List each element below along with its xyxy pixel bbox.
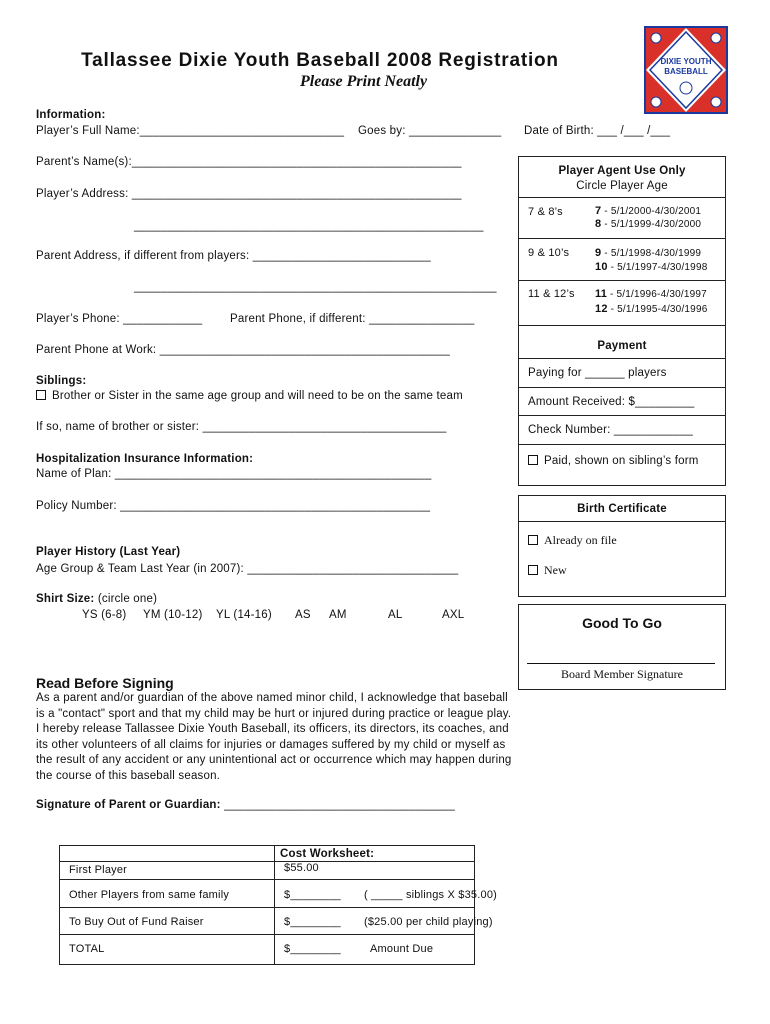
player-agent-box [518,156,726,486]
cost-row-note[interactable]: ( _____ siblings X $35.00) [364,889,498,901]
cost-row-note: ($25.00 per child playing) [364,916,493,928]
payment-title: Payment [597,340,647,352]
goes-by-field[interactable]: Goes by: ______________ [358,125,502,137]
age-7-range[interactable]: 7 - 5/1/2000-4/30/2001 [595,205,702,217]
plan-name-field[interactable]: Name of Plan: ________________________________________________ [36,468,432,480]
same-team-checkbox[interactable] [36,390,463,402]
svg-text:DIXIE YOUTH: DIXIE YOUTH [660,57,712,66]
cost-total-amount[interactable]: $________ [284,943,341,955]
parent-address-line2[interactable]: _______________________________________________________ [134,281,497,293]
date-of-birth-field[interactable]: Date of Birth: ___ /___ /___ [524,125,671,137]
cost-row-label: Other Players from same family [69,889,230,901]
parent-address-field[interactable]: Parent Address, if different from players: ___________________________ [36,250,431,262]
board-signature-label: Board Member Signature [561,667,683,681]
shirt-size-label: Shirt Size: (circle one) [36,593,158,605]
parent-phone-field[interactable]: Parent Phone, if different: ________________ [230,313,475,325]
siblings-heading: Siblings: [36,375,87,387]
checkbox-icon[interactable] [528,565,538,575]
checkbox-icon[interactable] [528,535,538,545]
new-certificate-checkbox[interactable]: New [528,563,567,578]
good-to-go-title: Good To Go [582,615,662,631]
shirt-size-al[interactable]: AL [388,609,403,621]
cost-total-label: TOTAL [69,943,105,955]
cost-worksheet-title: Cost Worksheet: [280,848,375,860]
age-10-range[interactable]: 10 - 5/1/1997-4/30/1998 [595,261,708,273]
league-logo [644,26,728,114]
checkbox-icon[interactable] [528,455,538,465]
age-group-11-12: 11 & 12’s [528,288,575,300]
check-number-field[interactable]: Check Number: ____________ [528,424,694,436]
player-address-line2[interactable]: _____________________________________________________ [134,220,484,232]
already-on-file-checkbox[interactable]: Already on file [528,533,617,548]
page-subtitle: Please Print Neatly [300,73,428,90]
parents-names-field[interactable]: Parent’s Name(s):__________________________________________________ [36,156,462,168]
cost-row-amount[interactable]: $________ [284,916,341,928]
parent-work-phone-field[interactable]: Parent Phone at Work: ____________________________________________ [36,344,450,356]
age-8-range[interactable]: 8 - 5/1/1999-4/30/2000 [595,218,702,230]
cost-row-label: To Buy Out of Fund Raiser [69,916,204,928]
birth-certificate-title: Birth Certificate [577,503,667,515]
checkbox-icon[interactable] [36,390,46,400]
release-heading: Read Before Signing [36,675,174,691]
player-name-field[interactable]: Player’s Full Name:_______________________________ [36,125,345,137]
good-to-go-box [518,604,726,690]
release-text: As a parent and/or guardian of the above named minor child, I acknowledge that baseball is a "contact" sport and that my child may be hurt or injured during practice or league play. I hereby release Tallassee Dixie Youth Baseball, its officers, its directors, its coaches, and its other volunteers of all claims for injuries or damages suffered by my child or myself as the result of any accident or any unintentional act or occurrence which may happen during the course of this baseball season. [36,692,512,782]
shirt-size-ym[interactable]: YM (10-12) [143,609,203,621]
player-address-field[interactable]: Player’s Address: __________________________________________________ [36,188,462,200]
age-group-9-10: 9 & 10’s [528,247,570,259]
shirt-size-axl[interactable]: AXL [442,609,465,621]
cost-worksheet [59,845,498,965]
age-12-range[interactable]: 12 - 5/1/1995-4/30/1996 [595,303,708,315]
history-heading: Player History (Last Year) [36,546,181,558]
agent-subtitle: Circle Player Age [576,180,668,192]
age-9-range[interactable]: 9 - 5/1/1998-4/30/1999 [595,247,702,259]
paying-for-field[interactable]: Paying for ______ players [528,367,667,379]
shirt-size-as[interactable]: AS [295,609,311,621]
same-team-label: Brother or Sister in the same age group and will need to be on the same team [52,390,463,402]
amount-received-field[interactable]: Amount Received: $_________ [528,396,695,408]
cost-row-label: First Player [69,864,128,876]
cost-total-note: Amount Due [370,943,434,955]
board-signature-line[interactable] [527,663,715,664]
cost-row-amount[interactable]: $________ [284,889,341,901]
guardian-signature-field[interactable]: Signature of Parent or Guardian: ___________________________________ [36,799,455,811]
shirt-size-yl[interactable]: YL (14-16) [216,609,272,621]
birth-certificate-box [518,495,726,597]
svg-text:BASEBALL: BASEBALL [664,67,708,76]
player-phone-field[interactable]: Player’s Phone: ____________ [36,313,203,325]
age-group-7-8: 7 & 8’s [528,206,563,218]
baseball-logo-icon [646,28,726,112]
shirt-size-am[interactable]: AM [329,609,347,621]
page-title: Tallassee Dixie Youth Baseball 2008 Registration [81,50,559,71]
information-heading: Information: [36,109,106,121]
last-year-team-field[interactable]: Age Group & Team Last Year (in 2007): ________________________________ [36,563,459,575]
sibling-name-field[interactable]: If so, name of brother or sister: _____________________________________ [36,421,447,433]
agent-title: Player Agent Use Only [558,165,686,177]
paid-sibling-checkbox[interactable]: Paid, shown on sibling’s form [528,455,699,467]
cost-row-amount: $55.00 [284,862,319,874]
shirt-size-ys[interactable]: YS (6-8) [82,609,127,621]
age-11-range[interactable]: 11 - 5/1/1996-4/30/1997 [595,288,707,300]
policy-number-field[interactable]: Policy Number: _______________________________________________ [36,500,431,512]
insurance-heading: Hospitalization Insurance Information: [36,453,254,465]
